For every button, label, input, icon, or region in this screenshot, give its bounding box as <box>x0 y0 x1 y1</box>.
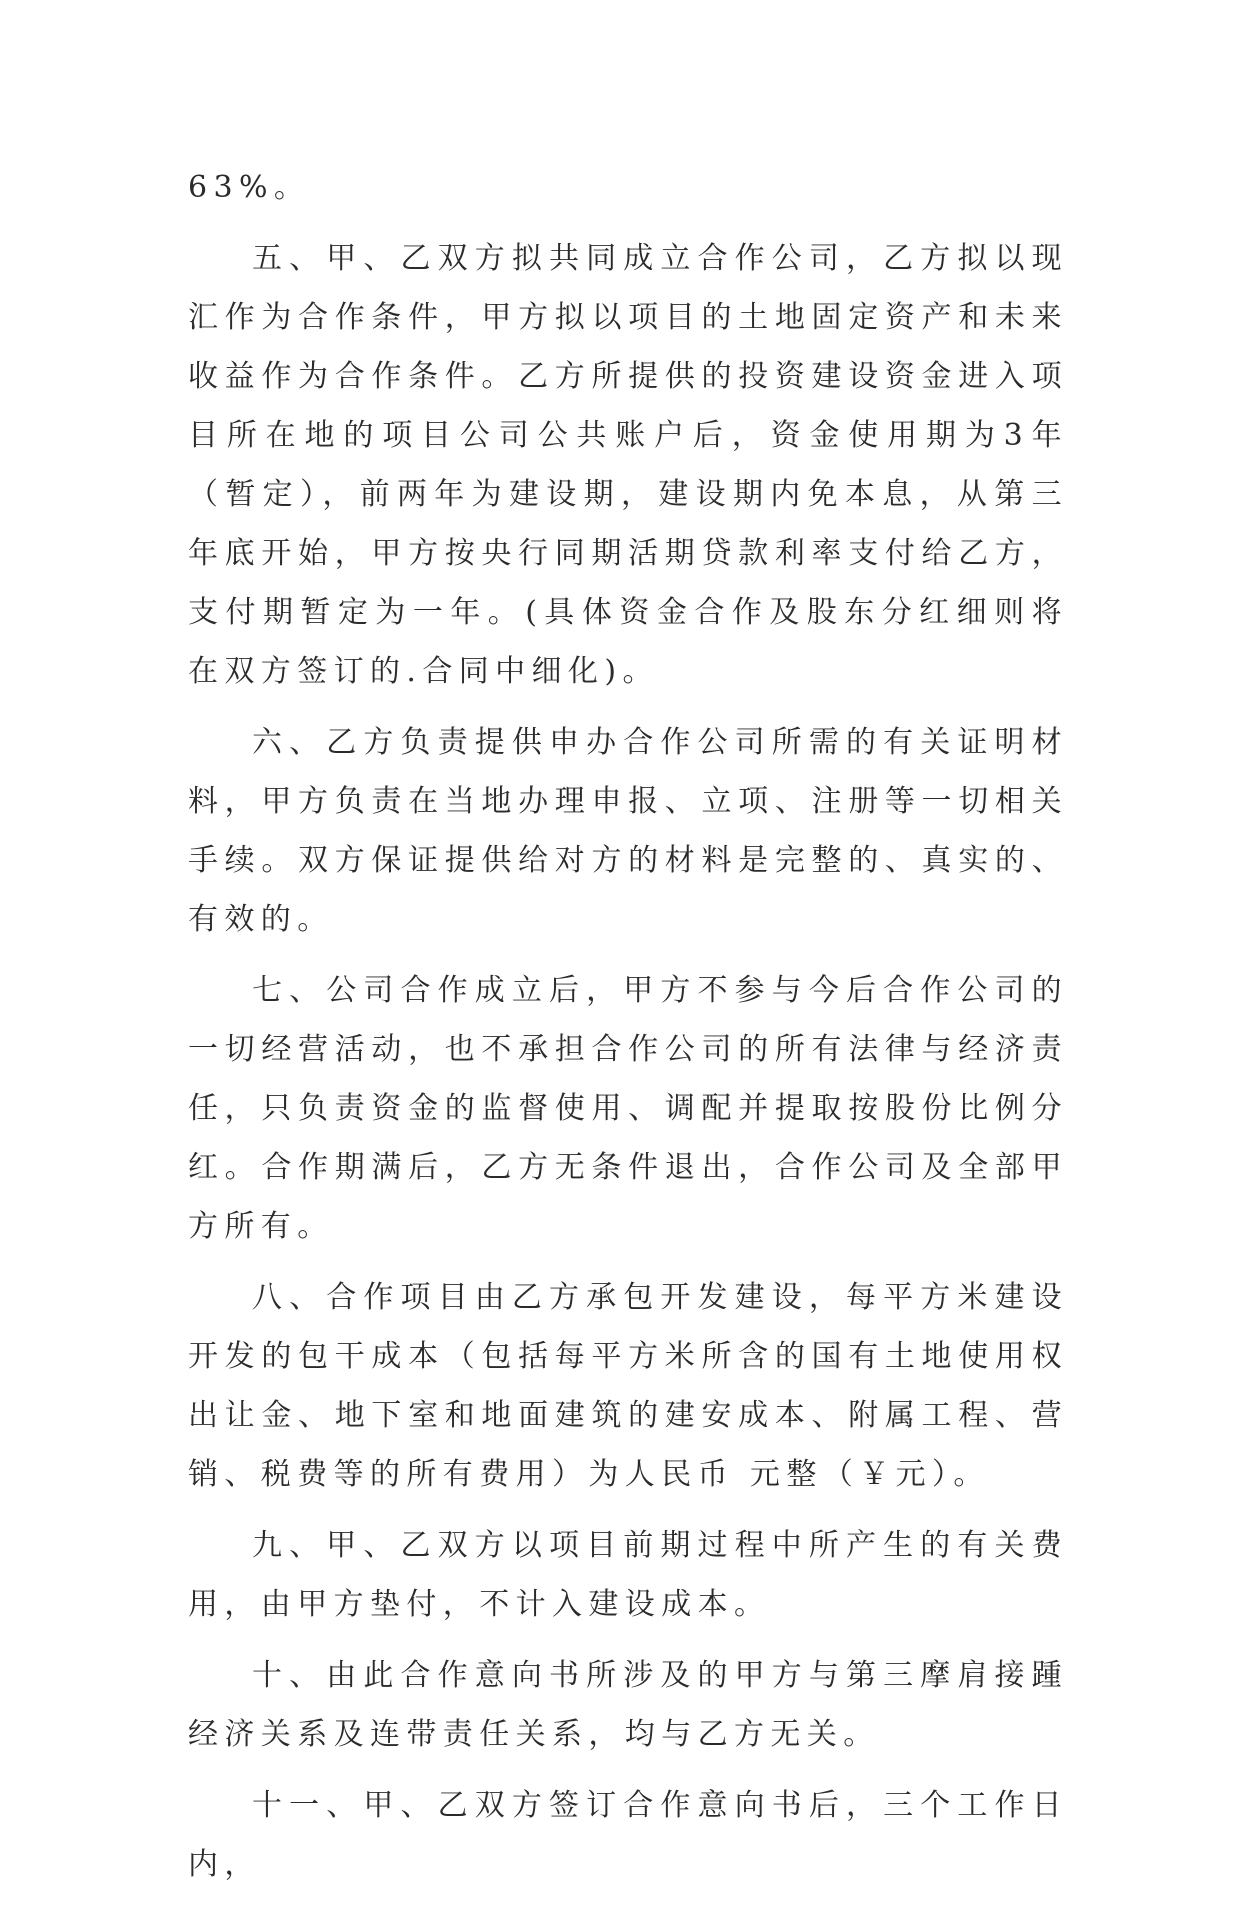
paragraph-clause-9: 九、甲、乙双方以项目前期过程中所产生的有关费用，由甲方垫付，不计入建设成本。 <box>188 1528 1068 1622</box>
paragraph-clause-7: 七、公司合作成立后，甲方不参与今后合作公司的一切经营活动，也不承担合作公司的所有法律与经济责任，只负责资金的监督使用、调配并提取按股份比例分红。合作期满后，乙方无条件退出，合作公司及全部甲方所有。 <box>188 973 1068 1244</box>
paragraph-clause-5: 五、甲、乙双方拟共同成立合作公司，乙方拟以现汇作为合作条件，甲方拟以项目的土地固定资产和未来收益作为合作条件。乙方所提供的投资建设资金进入项目所在地的项目公司公共账户后，资金使用期为3年（暂定），前两年为建设期，建设期内免本息，从第三年底开始，甲方按央行同期活期贷款利率支付给乙方，支付期暂定为一年。(具体资金合作及股东分红细则将在双方签订的.合同中细化)。 <box>188 241 1068 689</box>
document-body <box>188 158 1068 1906</box>
paragraph-clause-8: 八、合作项目由乙方承包开发建设，每平方米建设开发的包干成本（包括每平方米所含的国有土地使用权出让金、地下室和地面建筑的建安成本、附属工程、营销、税费等的所有费用）为人民币 元整（￥元）。 <box>188 1280 1068 1492</box>
paragraph-continuation: 63%。 <box>188 170 311 205</box>
paragraph-clause-11: 十一、甲、乙双方签订合作意向书后，三个工作日内， <box>188 1788 1068 1882</box>
paragraph-clause-10: 十、由此合作意向书所涉及的甲方与第三摩肩接踵经济关系及连带责任关系，均与乙方无关。 <box>188 1658 1068 1752</box>
paragraph-clause-6: 六、乙方负责提供申办合作公司所需的有关证明材料，甲方负责在当地办理申报、立项、注册等一切相关手续。双方保证提供给对方的材料是完整的、真实的、有效的。 <box>188 725 1068 937</box>
